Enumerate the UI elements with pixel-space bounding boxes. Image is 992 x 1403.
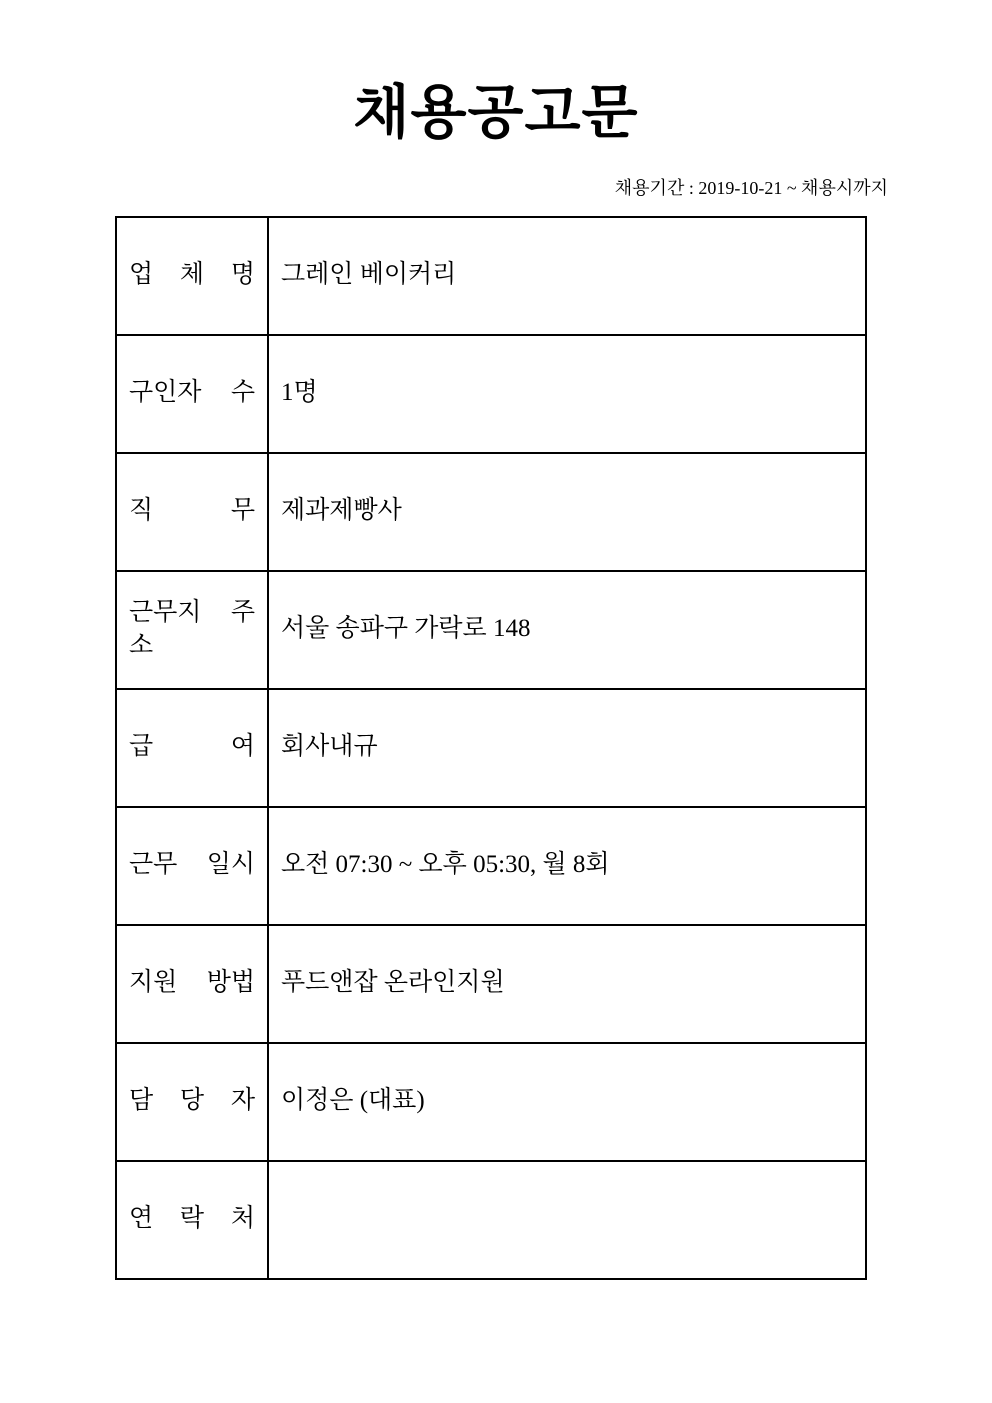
row-value: 서울 송파구 가락로 148: [268, 571, 866, 689]
table-row: [116, 571, 866, 689]
table-row: [116, 453, 866, 571]
row-value: 제과제빵사: [268, 453, 866, 571]
table-row: [116, 335, 866, 453]
row-label: 업 체 명: [116, 217, 268, 335]
row-value: 1명: [268, 335, 866, 453]
row-value: 그레인 베이커리: [268, 217, 866, 335]
row-label: 구인자 수: [116, 335, 268, 453]
row-label: 급 여: [116, 689, 268, 807]
row-label: 연 락 처: [116, 1161, 268, 1279]
row-label: 직 무: [116, 453, 268, 571]
table-row: [116, 1043, 866, 1161]
row-value: 푸드앤잡 온라인지원: [268, 925, 866, 1043]
row-label: 담 당 자: [116, 1043, 268, 1161]
job-table-body: [116, 217, 866, 1279]
table-row: [116, 925, 866, 1043]
recruitment-period-text: 채용기간 : 2019-10-21 ~ 채용시까지: [614, 177, 888, 198]
row-value: 회사내규: [268, 689, 866, 807]
table-row: [116, 217, 866, 335]
job-details-table: [115, 216, 867, 1280]
table-row: [116, 807, 866, 925]
row-label: 지원 방법: [116, 925, 268, 1043]
row-value: 이정은 (대표): [268, 1043, 866, 1161]
row-label: 근무지 주소: [116, 571, 268, 689]
page-title: 채용공고문: [353, 80, 639, 145]
row-label: 근무 일시: [116, 807, 268, 925]
table-row: [116, 1161, 866, 1279]
table-row: [116, 689, 866, 807]
row-value: 오전 07:30 ~ 오후 05:30, 월 8회: [268, 807, 866, 925]
recruitment-period-row: [115, 174, 888, 200]
row-value: [268, 1161, 866, 1279]
